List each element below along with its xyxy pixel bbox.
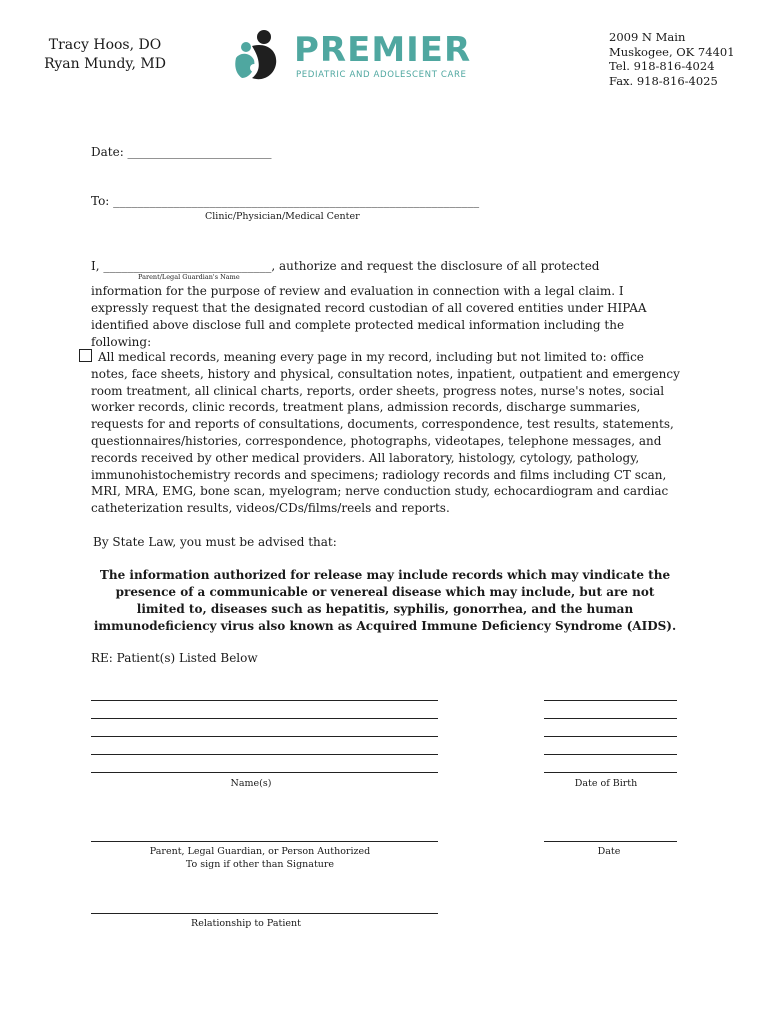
to-field[interactable]: To: _____________________________________________________________	[91, 194, 480, 208]
logo-subtitle: PEDIATRIC AND ADOLESCENT CARE	[296, 70, 467, 80]
name-line-3[interactable]	[91, 736, 438, 737]
signature-date-label: Date	[597, 846, 621, 857]
records-text: All medical records, meaning every page in my record, including but not limited to: office notes, face sheets, history and physical, consultation notes, inpatient, outpatient and emergency room treatment, all clinical charts, reports, order sheets, progress notes, nurse's notes, social worker records, clinic records, treatment plans, admission records, discharge summaries, requests for and reports of consultations, documents, correspondence, test results, statements, questionnaires/histories, correspondence, photographs, videotapes, telephone messages, and records received by other medical providers. All laboratory, histology, cytology, pathology, immunohistochemistry records and specimens; radiology records and films including CT scan, MRI, MRA, EMG, bone scan, myelogram; nerve conduction study, echocardiogram and cardiac catheterization results, videos/CDs/films/reels and reports.	[91, 350, 680, 516]
premier-logo	[232, 28, 482, 88]
name-line-1[interactable]	[91, 700, 438, 701]
authorize-line[interactable]: I, ____________________________, authorize and request the disclosure of all protected	[91, 259, 600, 273]
relationship-label: Relationship to Patient	[191, 918, 301, 929]
re-label: RE: Patient(s) Listed Below	[91, 651, 258, 665]
guardian-caption: Parent/Legal Guardian's Name	[138, 273, 240, 281]
signature-line[interactable]	[91, 841, 438, 842]
intro-paragraph: information for the purpose of review and evaluation in connection with a legal claim. I expressly request that the designated record custodian of all covered entities under HIPAA identified above disclose full and complete protected medical information including the following:	[91, 284, 647, 349]
names-label: Name(s)	[230, 778, 272, 789]
disclosure-notice: The information authorized for release may include records which may vindicate the presence of a communicable or venereal disease which may include, but are not limited to, diseases such as hepatitis, syphilis, gonorrhea, and the human immunodeficiency virus also known as Acquired Immune Deficiency Syndrome (AIDS).	[93, 568, 677, 633]
clinic-address	[609, 30, 735, 88]
family-logo-icon	[232, 28, 290, 88]
doctor-names	[40, 36, 170, 74]
date-field[interactable]: Date: ________________________	[91, 145, 272, 159]
dob-line-3[interactable]	[544, 736, 677, 737]
name-line-2[interactable]	[91, 718, 438, 719]
address-street: 2009 N Main	[609, 30, 686, 44]
signature-label	[91, 845, 429, 871]
dob-line-5[interactable]	[544, 772, 677, 773]
relationship-line[interactable]	[91, 913, 438, 914]
signature-label-line-2: To sign if other than Signature	[185, 859, 335, 870]
address-fax: Fax. 918-816-4025	[609, 73, 718, 88]
name-line-4[interactable]	[91, 754, 438, 755]
dob-label: Date of Birth	[574, 778, 638, 789]
signature-label-line-1: Parent, Legal Guardian, or Person Authorized	[149, 846, 371, 857]
doctor-name-1: Tracy Hoos, DO	[48, 37, 162, 53]
all-records-checkbox[interactable]	[79, 349, 92, 362]
signature-date-line[interactable]	[544, 841, 677, 842]
dob-line-4[interactable]	[544, 754, 677, 755]
logo-name: PREMIER	[294, 30, 472, 70]
doctor-name-2: Ryan Mundy, MD	[44, 56, 166, 72]
dob-line-1[interactable]	[544, 700, 677, 701]
address-phone: Tel. 918-816-4024	[609, 59, 715, 73]
to-caption: Clinic/Physician/Medical Center	[205, 211, 360, 222]
records-block	[91, 349, 683, 517]
state-law-text: By State Law, you must be advised that:	[93, 535, 337, 549]
dob-line-2[interactable]	[544, 718, 677, 719]
name-line-5[interactable]	[91, 772, 438, 773]
address-city: Muskogee, OK 74401	[609, 44, 735, 59]
